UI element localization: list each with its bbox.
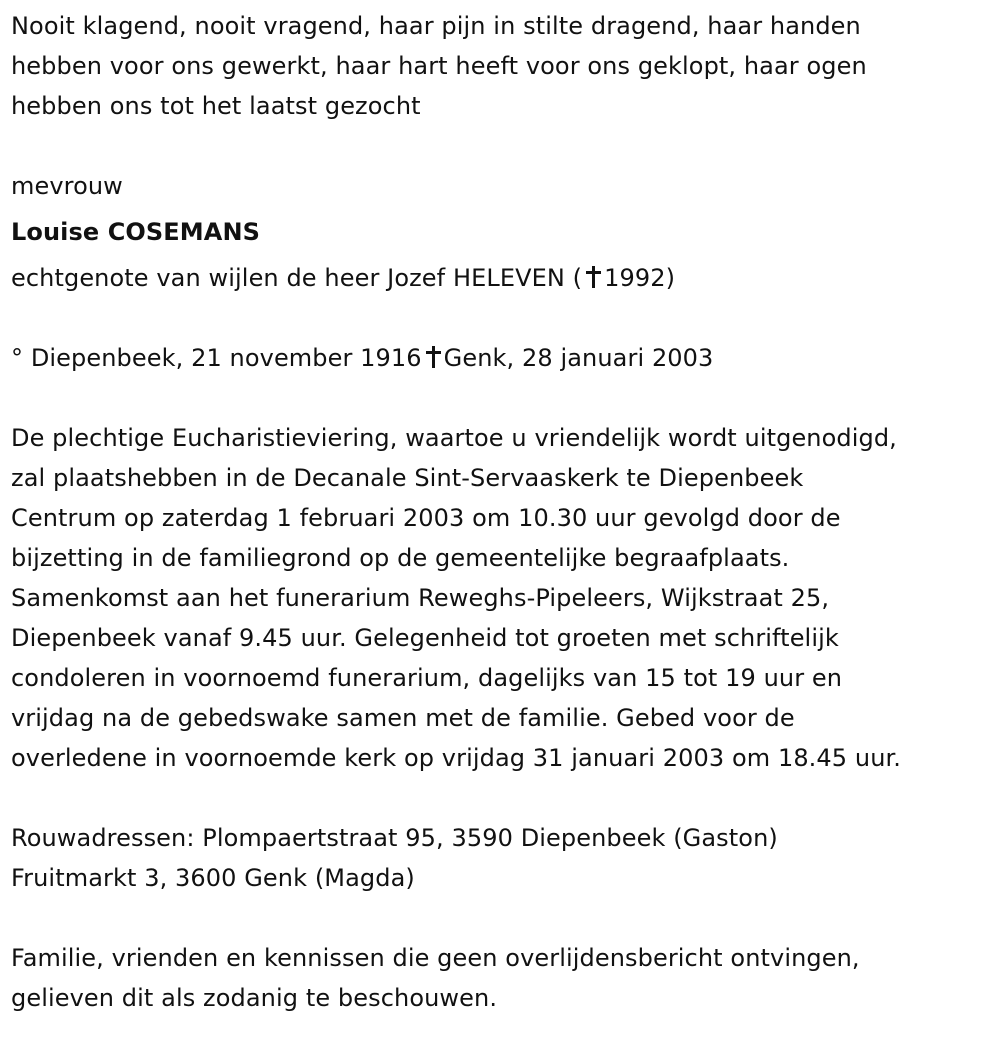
address-line: Fruitmarkt 3, 3600 Genk (Magda)	[11, 864, 415, 892]
ceremony-line: vrijdag na de gebedswake samen met de familie. Gebed voor de	[11, 704, 795, 732]
birth-info: ° Diepenbeek, 21 november 1916	[11, 344, 422, 372]
deceased-name: Louise COSEMANS	[11, 218, 261, 246]
cross-icon	[586, 266, 600, 288]
death-notice	[11, 6, 996, 1018]
ceremony-paragraph	[11, 418, 996, 778]
spouse-text: echtgenote van wijlen de heer Jozef HELEVEN (	[11, 264, 583, 292]
ceremony-line: condoleren in voornoemd funerarium, dagelijks van 15 tot 19 uur en	[11, 664, 843, 692]
ceremony-line: zal plaatshebben in de Decanale Sint-Servaaskerk te Diepenbeek	[11, 464, 804, 492]
quote-line: hebben voor ons gewerkt, haar hart heeft voor ons geklopt, haar ogen	[11, 52, 867, 80]
ceremony-line: De plechtige Eucharistieviering, waartoe u vriendelijk wordt uitgenodigd,	[11, 424, 897, 452]
mourning-addresses	[11, 818, 996, 898]
ceremony-line: Diepenbeek vanaf 9.45 uur. Gelegenheid tot groeten met schriftelijk	[11, 624, 839, 652]
address-line: Rouwadressen: Plompaertstraat 95, 3590 Diepenbeek (Gaston)	[11, 824, 778, 852]
closing-line: Familie, vrienden en kennissen die geen overlijdensbericht ontvingen,	[11, 944, 860, 972]
spouse-death-year: 1992)	[604, 264, 676, 292]
ceremony-line: overledene in voornoemde kerk op vrijdag 31 januari 2003 om 18.45 uur.	[11, 744, 901, 772]
ceremony-line: bijzetting in de familiegrond op de gemeentelijke begraafplaats.	[11, 544, 790, 572]
death-info: Genk, 28 januari 2003	[443, 344, 714, 372]
ceremony-line: Samenkomst aan het funerarium Reweghs-Pipeleers, Wijkstraat 25,	[11, 584, 830, 612]
title-prefix: mevrouw	[11, 172, 123, 200]
closing-line: gelieven dit als zodanig te beschouwen.	[11, 984, 498, 1012]
life-dates	[11, 338, 996, 378]
ceremony-line: Centrum op zaterdag 1 februari 2003 om 10.30 uur gevolgd door de	[11, 504, 841, 532]
quote-line: hebben ons tot het laatst gezocht	[11, 92, 421, 120]
quote-line: Nooit klagend, nooit vragend, haar pijn in stilte dragend, haar handen	[11, 12, 861, 40]
memorial-quote	[11, 6, 996, 126]
cross-icon	[426, 346, 440, 368]
closing-note	[11, 938, 996, 1018]
spouse-line	[11, 258, 996, 298]
